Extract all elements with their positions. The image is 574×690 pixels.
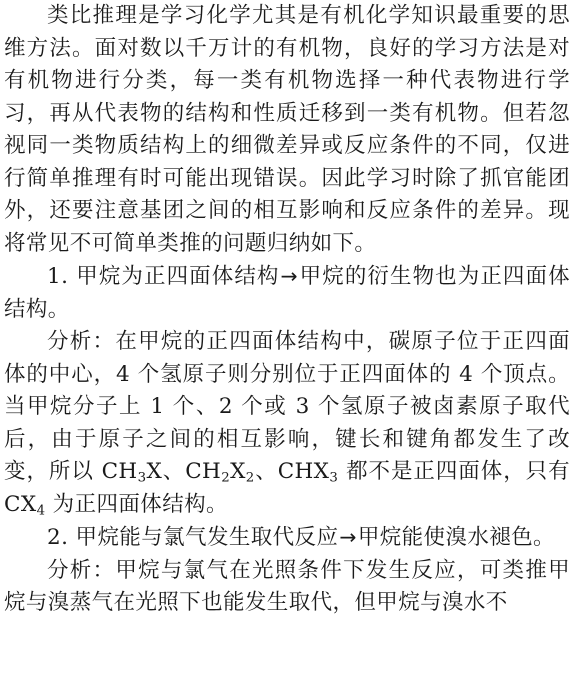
implies-arrow-icon: → xyxy=(280,264,298,288)
formula-text: CH xyxy=(185,459,222,484)
document-page xyxy=(4,0,570,620)
formula-text: X xyxy=(146,459,163,484)
formula-subscript: 2 xyxy=(245,470,255,486)
intro-paragraph: 类比推理是学习化学尤其是有机化学知识最重要的思维方法。面对数以千万计的有机物，良好的学习方法是对有机物进行分类，每一类有机物选择一种代表物进行学习，再从代表物的结构和性质迁移到一类有机物。但若忽视同一类物质结构上的细微差异或反应条件的不同，仅进行简单推理有时可能出现错误。因此学习时除了抓官能团外，还要注意基团之间的相互影响和反应条件的差异。现将常见不可简单类推的问题归纳如下。 xyxy=(4,3,570,256)
item-1-heading xyxy=(4,260,570,326)
formula-ch2x2 xyxy=(185,459,255,484)
formula-ch3x xyxy=(102,459,163,484)
item-2-heading-after: 甲烷能使溴水褪色。 xyxy=(357,525,555,550)
item-1-analysis-text-1: 分析：在甲烷的正四面体结构中，碳原子位于正四面体的中心，4 个氢原子则分别位于正四面体的 4 个顶点。当甲烷分子上 1 个、2 个或 3 个氢原子被卤素原子取代后，由于原子之间的相互影响，键长和键角都发生了改变，所以 xyxy=(4,329,570,484)
formula-chx3 xyxy=(278,459,339,484)
implies-arrow-icon: → xyxy=(339,525,357,549)
formula-subscript: 3 xyxy=(329,470,339,486)
formula-subscript: 3 xyxy=(137,470,147,486)
separator: 、 xyxy=(254,459,278,484)
item-1-heading-after: 甲烷的衍生物也为正四面体结构。 xyxy=(4,264,570,322)
separator: 、 xyxy=(162,459,186,484)
item-1-analysis-text-2: 都不是正四面体，只有 xyxy=(338,459,570,484)
formula-text: CHX xyxy=(277,459,330,484)
formula-text: CX xyxy=(4,491,37,517)
formula-text: CH xyxy=(101,459,138,484)
formula-subscript: 2 xyxy=(221,470,231,486)
item-1-heading-before: 1. 甲烷为正四面体结构 xyxy=(47,264,280,289)
item-2-heading xyxy=(4,521,570,555)
item-1-analysis-text-3: 为正四面体结构。 xyxy=(45,491,228,517)
item-2-heading-before: 2. 甲烷能与氯气发生取代反应 xyxy=(47,525,339,550)
item-2-analysis: 分析：甲烷与氯气在光照条件下发生反应，可类推甲烷与溴蒸气在光照下也能发生取代，但甲烷与溴水不 xyxy=(4,557,570,615)
formula-subscript: 4 xyxy=(36,502,46,518)
item-1-analysis xyxy=(4,326,570,521)
formula-text: X xyxy=(230,459,246,484)
formula-cx4 xyxy=(4,492,45,517)
